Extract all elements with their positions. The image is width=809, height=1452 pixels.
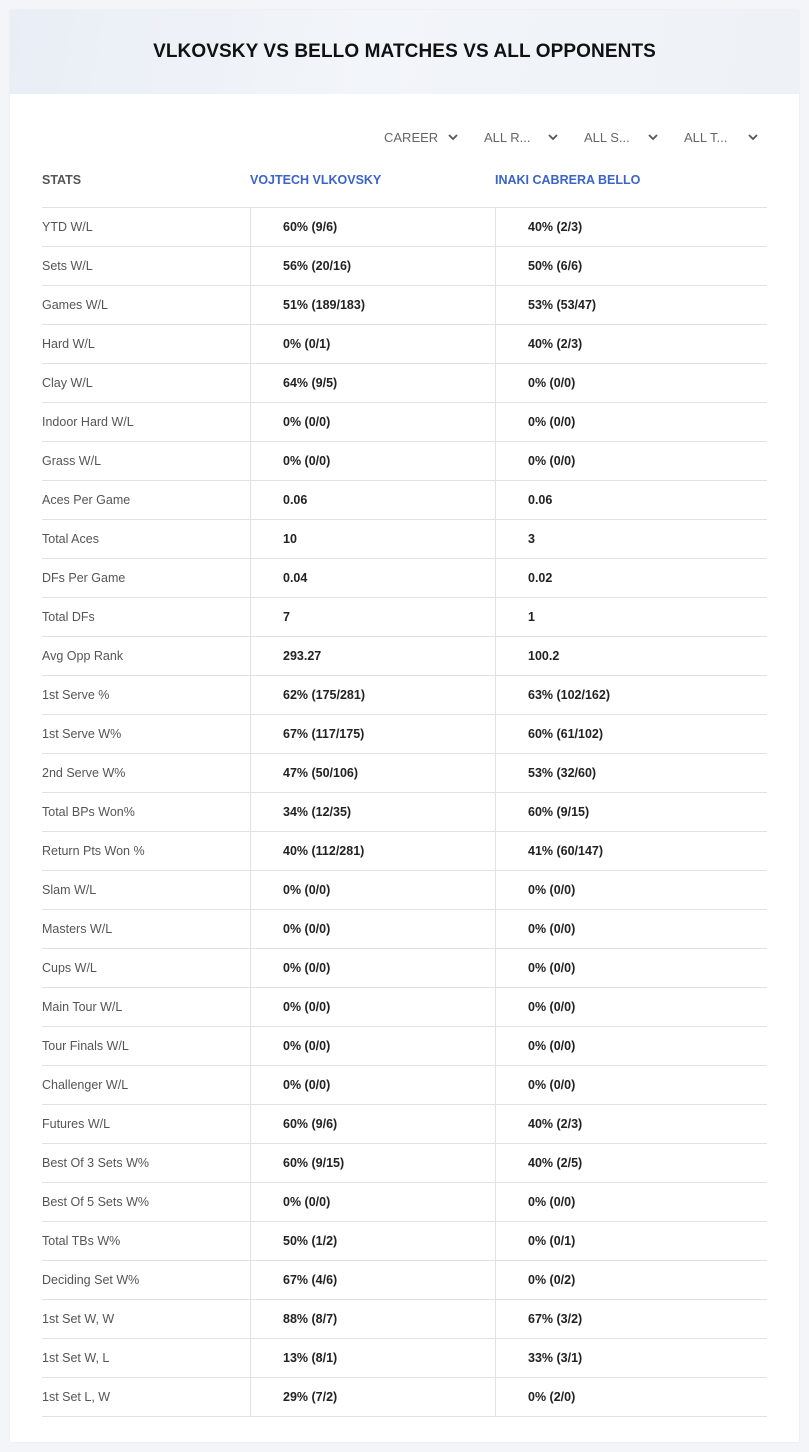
player1-value: 293.27: [250, 637, 495, 675]
filter-surface-select[interactable]: [584, 126, 684, 148]
player2-value: 0% (0/2): [495, 1261, 767, 1299]
table-row: [42, 1339, 767, 1378]
player2-value: 60% (61/102): [495, 715, 767, 753]
player1-value: 0.04: [250, 559, 495, 597]
player2-value: 41% (60/147): [495, 832, 767, 870]
table-row: [42, 442, 767, 481]
player1-value: 51% (189/183): [250, 286, 495, 324]
table-row: [42, 949, 767, 988]
stat-label: Total DFs: [42, 610, 95, 624]
player2-value: 0% (0/0): [495, 910, 767, 948]
player2-value: 3: [495, 520, 767, 558]
stat-label: Slam W/L: [42, 883, 97, 897]
stats-card: [10, 10, 799, 1442]
filter-period-select[interactable]: [384, 126, 484, 148]
player1-value: 60% (9/6): [250, 208, 495, 246]
table-row: [42, 559, 767, 598]
page-title: VLKOVSKY VS BELLO MATCHES VS ALL OPPONENTS: [153, 41, 656, 62]
stat-label: DFs Per Game: [42, 571, 126, 585]
filter-bar: [384, 126, 784, 148]
player1-value: 47% (50/106): [250, 754, 495, 792]
player1-value: 50% (1/2): [250, 1222, 495, 1260]
stat-label: Best Of 5 Sets W%: [42, 1195, 149, 1209]
table-row: [42, 208, 767, 247]
stat-label: Best Of 3 Sets W%: [42, 1156, 149, 1170]
player1-value: 10: [250, 520, 495, 558]
table-row: [42, 325, 767, 364]
table-row: [42, 520, 767, 559]
card-header: [10, 10, 799, 94]
stat-label: 1st Set W, W: [42, 1312, 115, 1326]
table-row: [42, 832, 767, 871]
table-row: [42, 598, 767, 637]
player2-value: 53% (32/60): [495, 754, 767, 792]
stat-label: 1st Set W, L: [42, 1351, 110, 1365]
player1-value: 13% (8/1): [250, 1339, 495, 1377]
stat-label: Games W/L: [42, 298, 108, 312]
table-row: [42, 1066, 767, 1105]
stat-label: Main Tour W/L: [42, 1000, 123, 1014]
table-row: [42, 247, 767, 286]
table-row: [42, 676, 767, 715]
player2-value: 40% (2/3): [495, 1105, 767, 1143]
table-row: [42, 910, 767, 949]
player2-value: 0% (0/0): [495, 403, 767, 441]
player2-value: 33% (3/1): [495, 1339, 767, 1377]
player1-value: 60% (9/6): [250, 1105, 495, 1143]
filter-round-select[interactable]: [484, 126, 584, 148]
chevron-down-icon: [548, 134, 558, 141]
stat-label: Clay W/L: [42, 376, 93, 390]
player2-value: 0% (0/0): [495, 1027, 767, 1065]
table-row: [42, 715, 767, 754]
player1-value: 67% (117/175): [250, 715, 495, 753]
player2-value: 0% (0/1): [495, 1222, 767, 1260]
stat-label: 1st Serve %: [42, 688, 110, 702]
table-row: [42, 286, 767, 325]
player1-value: 40% (112/281): [250, 832, 495, 870]
player1-value: 0% (0/0): [250, 403, 495, 441]
stat-label: Masters W/L: [42, 922, 113, 936]
player1-value: 88% (8/7): [250, 1300, 495, 1338]
player2-value: 60% (9/15): [495, 793, 767, 831]
stat-label: Total TBs W%: [42, 1234, 121, 1248]
player1-value: 0% (0/0): [250, 871, 495, 909]
player2-value: 0% (0/0): [495, 988, 767, 1026]
player2-value: 63% (102/162): [495, 676, 767, 714]
chevron-down-icon: [748, 134, 758, 141]
player2-value: 0% (0/0): [495, 442, 767, 480]
player2-value: 50% (6/6): [495, 247, 767, 285]
player2-value: 0% (0/0): [495, 1183, 767, 1221]
player1-value: 0% (0/0): [250, 1066, 495, 1104]
player1-value: 0% (0/0): [250, 1027, 495, 1065]
player1-value: 56% (20/16): [250, 247, 495, 285]
player1-value: 0% (0/0): [250, 988, 495, 1026]
table-row: [42, 1261, 767, 1300]
player2-value: 0% (0/0): [495, 949, 767, 987]
stat-label: 1st Set L, W: [42, 1390, 111, 1404]
stat-label: Hard W/L: [42, 337, 95, 351]
player1-value: 0% (0/0): [250, 949, 495, 987]
table-row: [42, 637, 767, 676]
stat-label: Total BPs Won%: [42, 805, 135, 819]
player2-value: 53% (53/47): [495, 286, 767, 324]
stat-label: Return Pts Won %: [42, 844, 145, 858]
player2-value: 0.06: [495, 481, 767, 519]
player2-value: 67% (3/2): [495, 1300, 767, 1338]
player1-value: 62% (175/281): [250, 676, 495, 714]
filter-label: CAREER: [384, 129, 439, 145]
stat-label: Tour Finals W/L: [42, 1039, 129, 1053]
player1-value: 0% (0/0): [250, 910, 495, 948]
stat-label: Indoor Hard W/L: [42, 415, 134, 429]
player1-value: 34% (12/35): [250, 793, 495, 831]
table-row: [42, 793, 767, 832]
player2-value: 100.2: [495, 637, 767, 675]
stat-label: Aces Per Game: [42, 493, 131, 507]
table-row: [42, 481, 767, 520]
stat-label: 2nd Serve W%: [42, 766, 126, 780]
player1-value: 29% (7/2): [250, 1378, 495, 1416]
table-row: [42, 871, 767, 910]
stat-label: 1st Serve W%: [42, 727, 122, 741]
stat-label: Futures W/L: [42, 1117, 111, 1131]
filter-tournament-select[interactable]: [684, 126, 784, 148]
player2-value: 0% (0/0): [495, 871, 767, 909]
stat-label: Deciding Set W%: [42, 1273, 140, 1287]
table-row: [42, 1300, 767, 1339]
chevron-down-icon: [648, 134, 658, 141]
stat-label: Total Aces: [42, 532, 99, 546]
player1-value: 60% (9/15): [250, 1144, 495, 1182]
table-row: [42, 1378, 767, 1417]
stats-column-header: STATS: [42, 173, 82, 187]
table-row: [42, 1027, 767, 1066]
filter-label: ALL S...: [584, 129, 630, 145]
stat-label: Grass W/L: [42, 454, 102, 468]
filter-label: ALL T...: [684, 129, 728, 145]
player2-value: 0% (0/0): [495, 1066, 767, 1104]
player2-value: 40% (2/5): [495, 1144, 767, 1182]
table-row: [42, 1222, 767, 1261]
table-row: [42, 1183, 767, 1222]
player1-value: 0% (0/1): [250, 325, 495, 363]
stat-label: YTD W/L: [42, 220, 93, 234]
player1-value: 0% (0/0): [250, 1183, 495, 1221]
player2-value: 0.02: [495, 559, 767, 597]
player1-value: 67% (4/6): [250, 1261, 495, 1299]
player2-value: 0% (0/0): [495, 364, 767, 402]
player1-link[interactable]: VOJTECH VLKOVSKY: [250, 173, 382, 187]
stats-table: [42, 208, 767, 1417]
stat-label: Challenger W/L: [42, 1078, 129, 1092]
player2-value: 40% (2/3): [495, 208, 767, 246]
player2-value: 0% (2/0): [495, 1378, 767, 1416]
table-row: [42, 1105, 767, 1144]
player2-link[interactable]: INAKI CABRERA BELLO: [495, 173, 641, 187]
filter-label: ALL R...: [484, 129, 531, 145]
table-row: [42, 988, 767, 1027]
table-row: [42, 754, 767, 793]
chevron-down-icon: [448, 134, 458, 141]
stat-label: Cups W/L: [42, 961, 97, 975]
table-row: [42, 1144, 767, 1183]
player1-value: 0% (0/0): [250, 442, 495, 480]
table-row: [42, 364, 767, 403]
stat-label: Sets W/L: [42, 259, 93, 273]
table-row: [42, 403, 767, 442]
player1-value: 0.06: [250, 481, 495, 519]
player1-value: 64% (9/5): [250, 364, 495, 402]
player2-value: 40% (2/3): [495, 325, 767, 363]
stat-label: Avg Opp Rank: [42, 649, 124, 663]
player1-value: 7: [250, 598, 495, 636]
table-header: [42, 170, 767, 208]
player2-value: 1: [495, 598, 767, 636]
